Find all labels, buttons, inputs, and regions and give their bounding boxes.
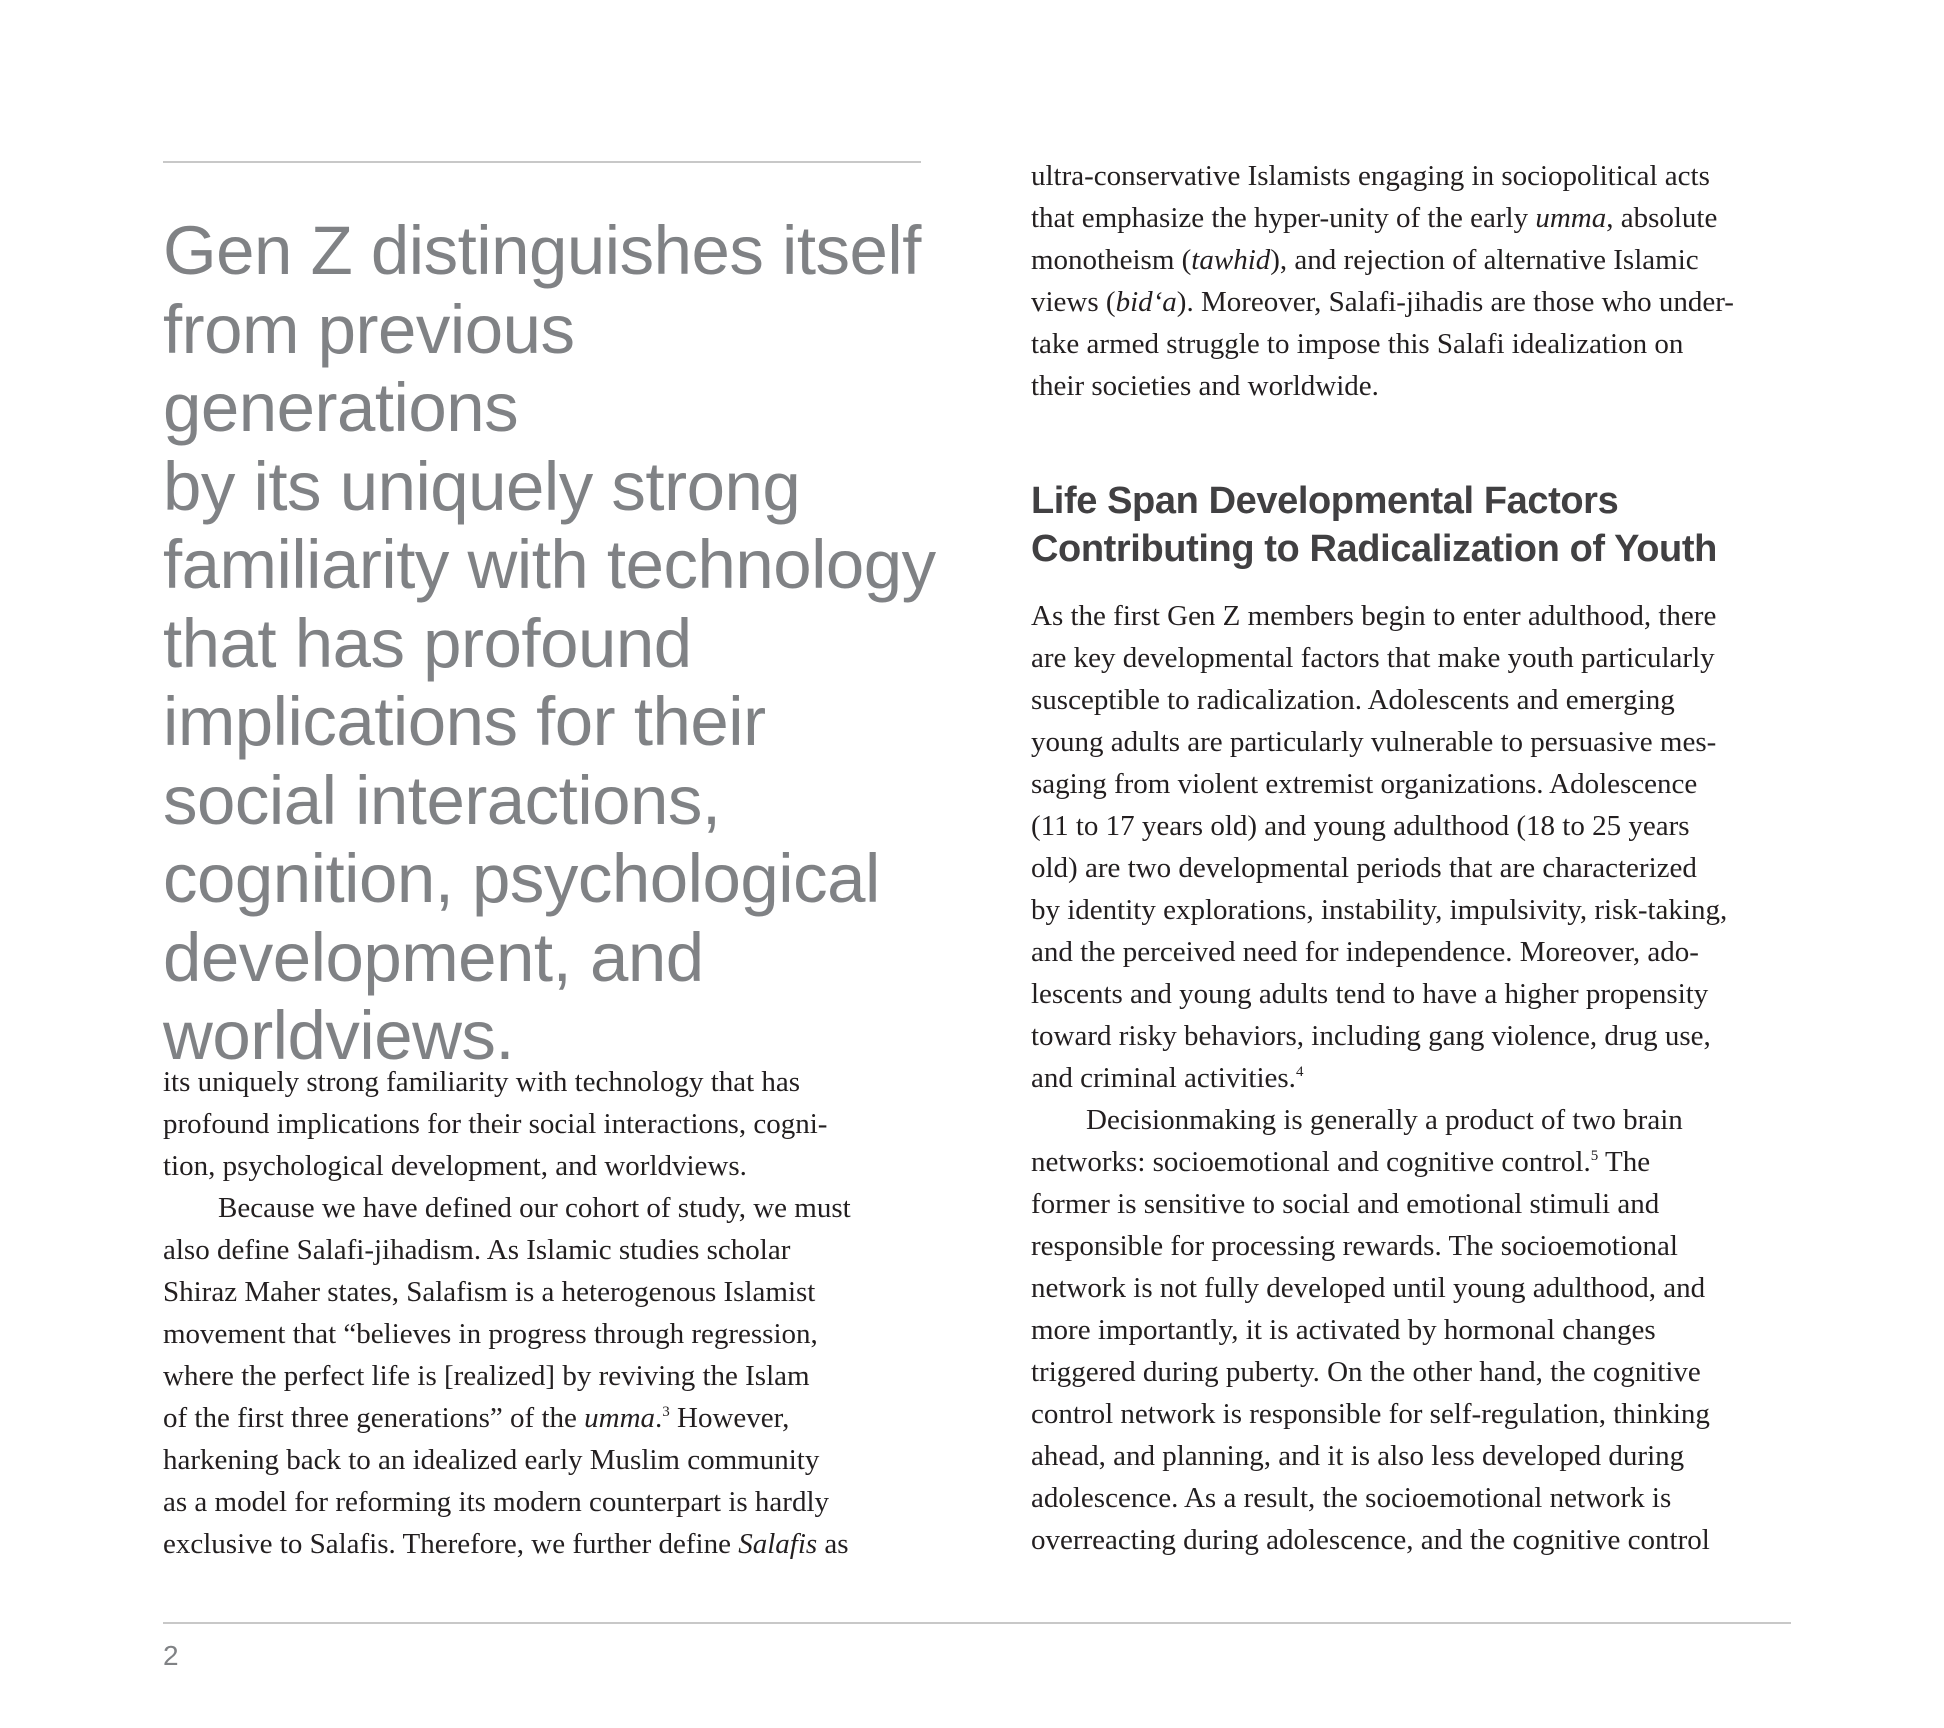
paragraph — [163, 1061, 933, 1187]
text-line: Because we have defined our cohort of study, we must — [218, 1192, 851, 1224]
text-line: are key developmental factors that make youth particularly — [1031, 642, 1715, 674]
text-run: monotheism ( — [1031, 244, 1192, 276]
text-line: and the perceived need for independence. Moreover, ado- — [1031, 936, 1699, 968]
pull-quote-line: Gen Z distinguishes itself — [163, 212, 921, 289]
text-line: ahead, and planning, and it is also less developed during — [1031, 1440, 1685, 1472]
text-line: old) are two developmental periods that are characterized — [1031, 852, 1697, 884]
text-line: saging from violent extremist organizations. Adolescence — [1031, 768, 1698, 800]
text-line: toward risky behaviors, including gang violence, drug use, — [1031, 1020, 1711, 1052]
text-run: exclusive to Salafis. Therefore, we further define — [163, 1528, 739, 1560]
pull-quote-line: worldviews. — [163, 997, 515, 1074]
text-line: ultra-conservative Islamists engaging in sociopolitical acts — [1031, 160, 1710, 192]
text-line: take armed struggle to impose this Salafi idealization on — [1031, 328, 1684, 360]
text-line: movement that “believes in progress through regression, — [163, 1318, 818, 1350]
text-line: control network is responsible for self-regulation, thinking — [1031, 1398, 1710, 1430]
pull-quote-line: familiarity with technology — [163, 526, 936, 603]
text-line: Decisionmaking is generally a product of two brain — [1086, 1104, 1683, 1136]
italic-term: bid‘a — [1115, 286, 1177, 318]
pull-quote — [163, 212, 943, 1076]
text-line: young adults are particularly vulnerable to persuasive mes- — [1031, 726, 1717, 758]
text-line: Shiraz Maher states, Salafism is a heterogenous Islamist — [163, 1276, 816, 1308]
text-run: networks: socioemotional and cognitive control. — [1031, 1146, 1591, 1178]
text-run: ). Moreover, Salafi-jihadis are those who under- — [1176, 286, 1734, 318]
text-line: triggered during puberty. On the other hand, the cognitive — [1031, 1356, 1701, 1388]
section-heading — [1031, 478, 1811, 573]
text-line: also define Salafi-jihadism. As Islamic studies scholar — [163, 1234, 791, 1266]
text-line: susceptible to radicalization. Adolescents and emerging — [1031, 684, 1675, 716]
text-line — [1031, 281, 1801, 323]
italic-term: umma — [584, 1402, 656, 1434]
text-run: However, — [669, 1402, 790, 1434]
text-line: profound implications for their social interactions, cogni- — [163, 1108, 828, 1140]
text-line — [1031, 1141, 1801, 1183]
text-line — [1031, 197, 1801, 239]
footnote-marker: 5 — [1590, 1148, 1599, 1164]
text-run: ), and rejection of alternative Islamic — [1270, 244, 1699, 276]
text-line: adolescence. As a result, the socioemotional network is — [1031, 1482, 1672, 1514]
text-line — [163, 1523, 933, 1565]
text-line: more importantly, it is activated by hormonal changes — [1031, 1314, 1656, 1346]
section-heading-line: Life Span Developmental Factors — [1031, 480, 1619, 522]
text-line: tion, psychological development, and worldviews. — [163, 1150, 747, 1182]
text-line — [1031, 1057, 1801, 1099]
right-column-body — [1031, 595, 1801, 1561]
pull-quote-line: implications for their — [163, 683, 766, 760]
pull-quote-line: cognition, psychological — [163, 840, 880, 917]
footer-rule — [163, 1622, 1791, 1624]
italic-term: umma — [1535, 202, 1607, 234]
text-line: former is sensitive to social and emotional stimuli and — [1031, 1188, 1660, 1220]
text-run: and criminal activities. — [1031, 1062, 1296, 1094]
paragraph — [1031, 595, 1801, 1099]
pull-quote-line: from previous generations — [163, 290, 575, 446]
text-line: (11 to 17 years old) and young adulthood (18 to 25 years — [1031, 810, 1690, 842]
text-run: . — [655, 1402, 663, 1434]
text-line: responsible for processing rewards. The socioemotional — [1031, 1230, 1678, 1262]
pull-quote-line: development, and — [163, 918, 704, 996]
text-run: views ( — [1031, 286, 1116, 318]
text-line: harkening back to an idealized early Muslim community — [163, 1444, 820, 1476]
italic-term: Salafis — [738, 1528, 818, 1560]
text-run: as — [817, 1528, 849, 1560]
section-heading-line: Contributing to Radicalization of Youth — [1031, 527, 1717, 570]
text-line — [163, 1397, 933, 1439]
text-line: As the first Gen Z members begin to enter adulthood, there — [1031, 600, 1717, 632]
page-number: 2 — [163, 1640, 179, 1671]
left-column-body — [163, 1061, 933, 1565]
text-line — [1031, 239, 1801, 281]
text-line: its uniquely strong familiarity with technology that has — [163, 1066, 801, 1098]
right-column-continuation — [1031, 155, 1801, 407]
top-rule — [163, 161, 921, 163]
text-line: lescents and young adults tend to have a higher propensity — [1031, 978, 1709, 1010]
text-line: as a model for reforming its modern counterpart is hardly — [163, 1486, 829, 1518]
footnote-marker: 3 — [662, 1404, 670, 1420]
text-run: that emphasize the hyper-unity of the early — [1031, 202, 1536, 234]
text-line: network is not fully developed until young adulthood, and — [1031, 1272, 1706, 1304]
footnote-marker: 4 — [1295, 1064, 1304, 1080]
paragraph — [163, 1187, 933, 1565]
text-line: their societies and worldwide. — [1031, 370, 1379, 402]
text-run: The — [1598, 1146, 1651, 1178]
text-run: , absolute — [1606, 202, 1718, 234]
text-line: where the perfect life is [realized] by reviving the Islam — [163, 1360, 810, 1392]
pull-quote-line: by its uniquely strong — [163, 447, 801, 525]
pull-quote-line: that has profound — [163, 604, 692, 682]
paragraph — [1031, 1099, 1801, 1561]
text-run: of the first three generations” of the — [163, 1402, 585, 1434]
pull-quote-line: social interactions, — [163, 761, 721, 839]
italic-term: tawhid — [1191, 244, 1271, 276]
text-line: by identity explorations, instability, impulsivity, risk-taking, — [1031, 894, 1728, 926]
text-line: overreacting during adolescence, and the cognitive control — [1031, 1524, 1710, 1556]
